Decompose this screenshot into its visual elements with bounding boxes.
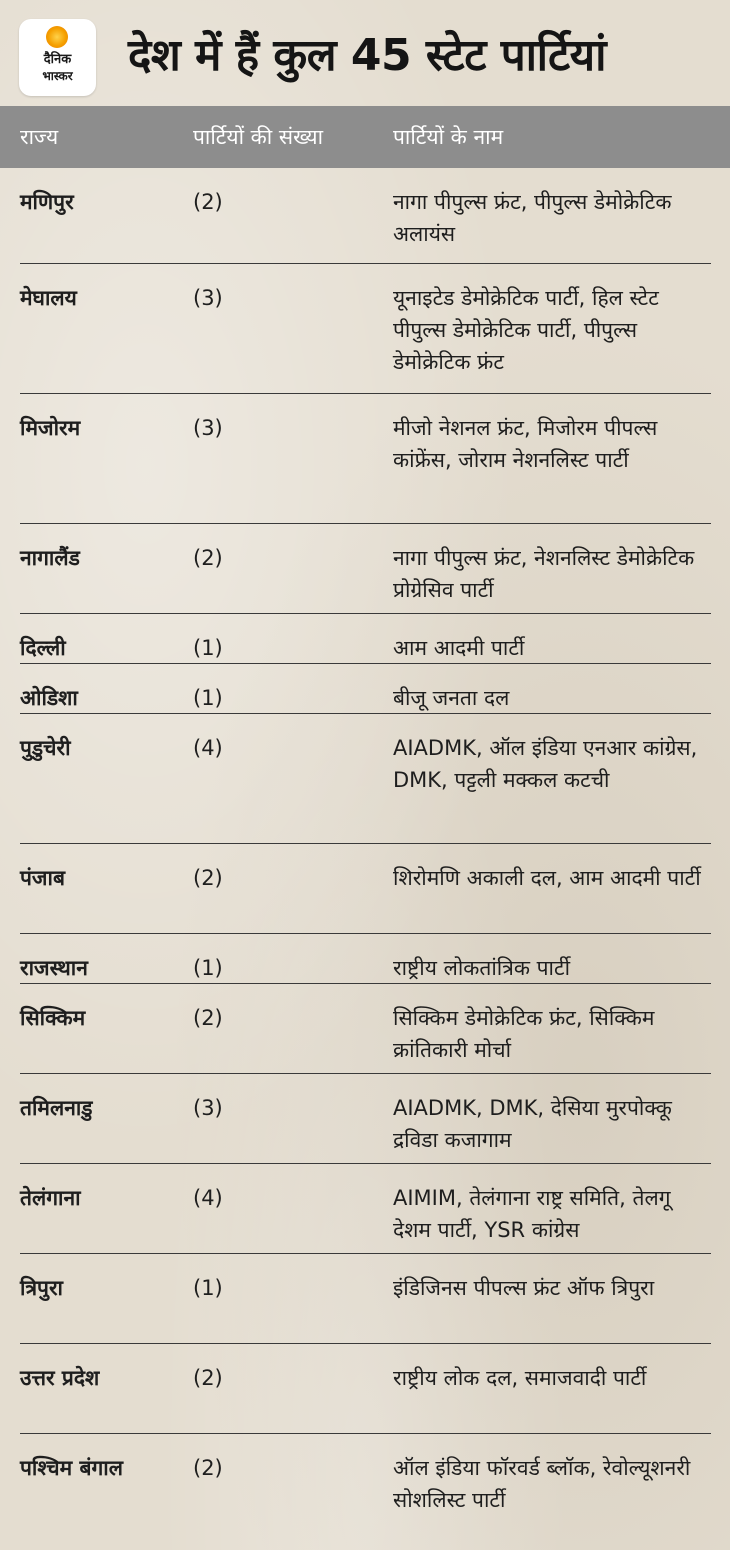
state-name: राजस्थान [20, 956, 88, 980]
state-name: पश्चिम बंगाल [20, 1456, 123, 1480]
table-header [0, 106, 730, 168]
party-count: (1) [193, 636, 223, 660]
party-count: (3) [193, 416, 223, 440]
party-count: (3) [193, 1096, 223, 1120]
party-count: (2) [193, 1456, 223, 1480]
party-count: (2) [193, 190, 223, 214]
table-row [0, 394, 730, 524]
table-row [0, 1344, 730, 1434]
dainik-bhaskar-logo [19, 19, 96, 96]
table-row [0, 1164, 730, 1254]
sun-icon [46, 26, 68, 48]
party-names: मीजो नेशनल फ्रंट, मिजोरम पीपल्स कांफ्रेंस, जोराम नेशनलिस्ट पार्टी [393, 416, 658, 472]
state-name: मेघालय [20, 286, 77, 310]
party-count: (2) [193, 546, 223, 570]
state-name: ओडिशा [20, 686, 78, 710]
party-names: शिरोमणि अकाली दल, आम आदमी पार्टी [393, 866, 701, 890]
table-row [0, 984, 730, 1074]
party-names: बीजू जनता दल [393, 686, 510, 710]
party-count: (1) [193, 956, 223, 980]
state-name: मिजोरम [20, 416, 81, 440]
state-name: नागालैंड [20, 546, 80, 570]
state-name: पुडुचेरी [20, 736, 71, 760]
table-row [0, 614, 730, 664]
table-row [0, 934, 730, 984]
state-name: त्रिपुरा [20, 1276, 63, 1300]
state-name: मणिपुर [20, 190, 74, 214]
logo-text-line1: दैनिक [43, 52, 72, 67]
column-header-parties: पार्टियों के नाम [393, 125, 504, 149]
party-names: AIADMK, ऑल इंडिया एनआर कांग्रेस, DMK, पट्टली मक्कल कटची [393, 736, 698, 792]
party-names: राष्ट्रीय लोक दल, समाजवादी पार्टी [393, 1366, 647, 1390]
header [0, 0, 730, 106]
party-names: ऑल इंडिया फॉरवर्ड ब्लॉक, रेवोल्यूशनरी सोशलिस्ट पार्टी [393, 1456, 691, 1512]
state-name: पंजाब [20, 866, 65, 890]
logo-text-line2: भास्कर [42, 69, 73, 83]
party-names: सिक्किम डेमोक्रेटिक फ्रंट, सिक्किम क्रांतिकारी मोर्चा [393, 1006, 655, 1062]
party-names: राष्ट्रीय लोकतांत्रिक पार्टी [393, 956, 571, 980]
party-count: (4) [193, 736, 223, 760]
column-header-count: पार्टियों की संख्या [193, 125, 324, 149]
party-names: आम आदमी पार्टी [393, 636, 525, 660]
state-name: तेलंगाना [20, 1186, 81, 1210]
table-row [0, 1434, 730, 1528]
party-count: (1) [193, 1276, 223, 1300]
party-names: AIADMK, DMK, देसिया मुरपोक्कू द्रविडा कजागाम [393, 1096, 672, 1152]
table-row [0, 664, 730, 714]
state-name: तमिलनाडु [20, 1096, 93, 1120]
party-count: (2) [193, 866, 223, 890]
table-row [0, 714, 730, 844]
party-count: (4) [193, 1186, 223, 1210]
party-names: AIMIM, तेलंगाना राष्ट्र समिति, तेलगू देशम पार्टी, YSR कांग्रेस [393, 1186, 671, 1242]
party-names: इंडिजिनस पीपल्स फ्रंट ऑफ त्रिपुरा [393, 1276, 655, 1300]
party-count: (1) [193, 686, 223, 710]
state-name: सिक्किम [20, 1006, 86, 1030]
page-title: देश में हैं कुल 45 स्टेट पार्टियां [128, 30, 607, 81]
party-names: नागा पीपुल्स फ्रंट, पीपुल्स डेमोक्रेटिक अलायंस [393, 190, 672, 246]
state-name: दिल्ली [20, 636, 66, 660]
table-row [0, 1254, 730, 1344]
table-row [0, 1074, 730, 1164]
party-count: (2) [193, 1006, 223, 1030]
table-row [0, 168, 730, 264]
party-count: (3) [193, 286, 223, 310]
party-names: यूनाइटेड डेमोक्रेटिक पार्टी, हिल स्टेट पीपुल्स डेमोक्रेटिक पार्टी, पीपुल्स डेमोक्रेटिक फ्रंट [393, 286, 659, 374]
table-row [0, 524, 730, 614]
state-name: उत्तर प्रदेश [20, 1366, 100, 1390]
column-header-state: राज्य [20, 125, 59, 149]
table-row [0, 844, 730, 934]
table-row [0, 264, 730, 394]
party-count: (2) [193, 1366, 223, 1390]
party-names: नागा पीपुल्स फ्रंट, नेशनलिस्ट डेमोक्रेटिक प्रोग्रेसिव पार्टी [393, 546, 695, 602]
